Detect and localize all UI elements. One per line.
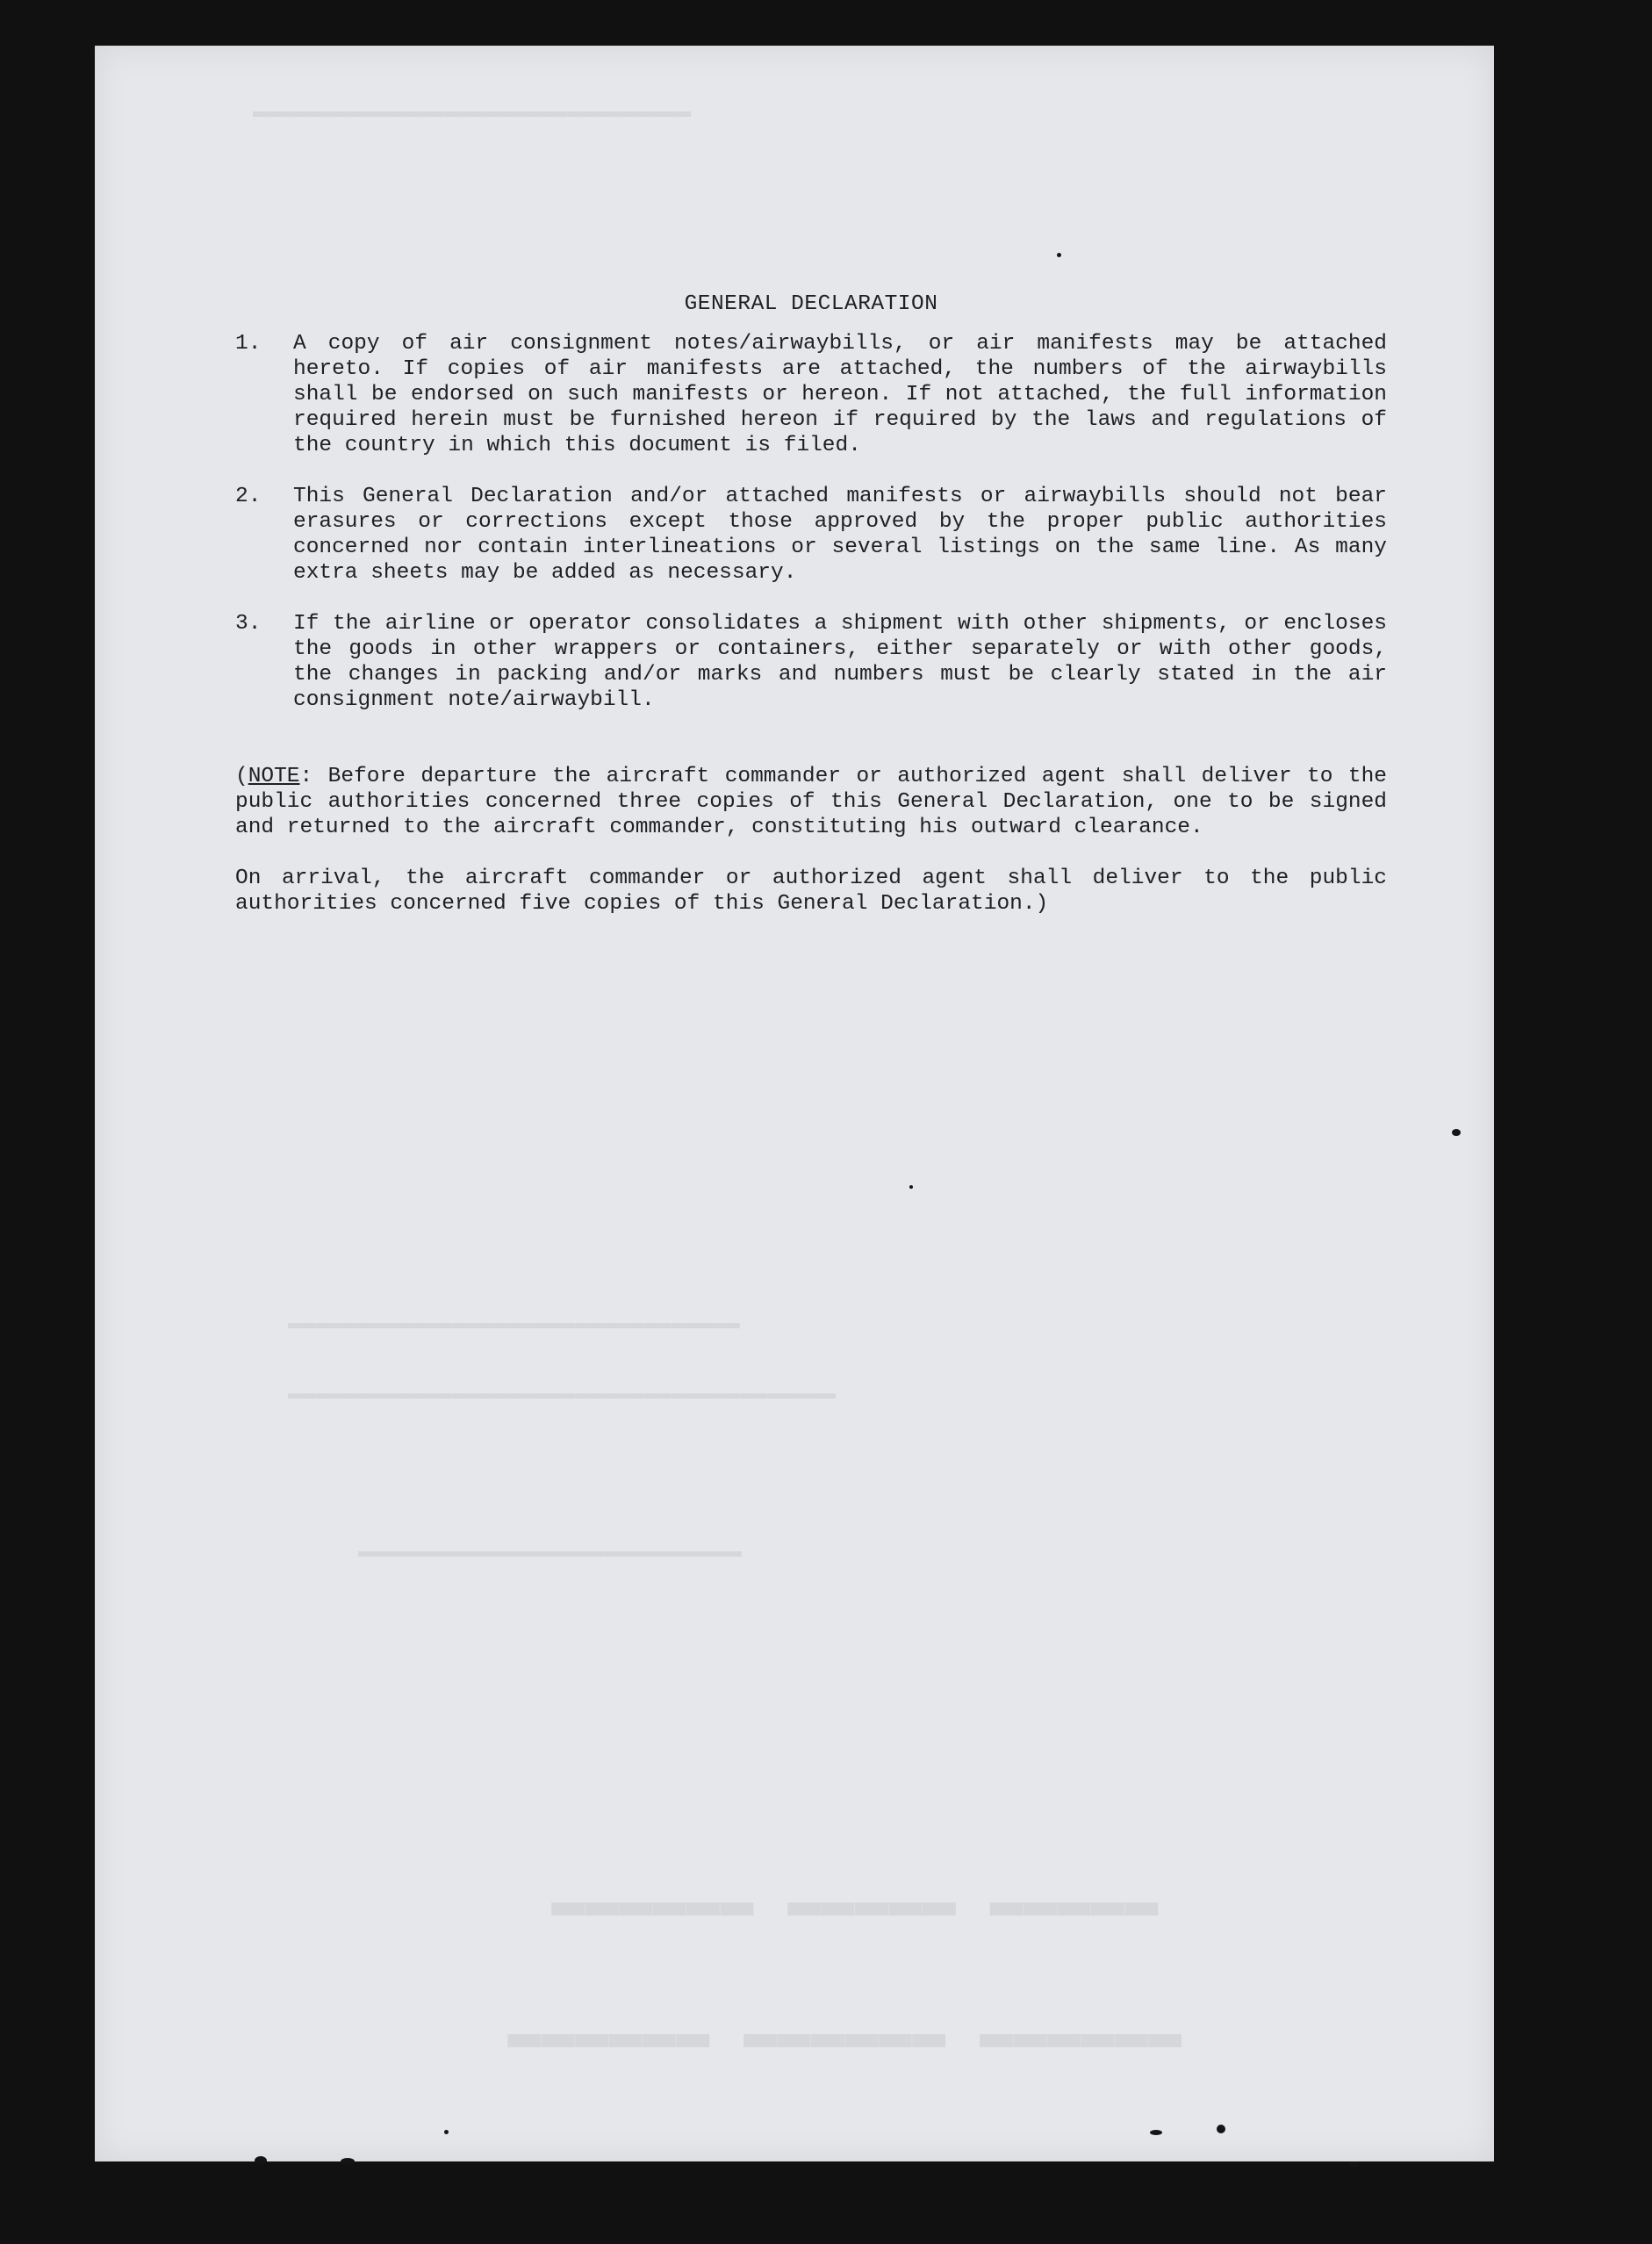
scan-speck (909, 1185, 913, 1189)
scan-speck (1452, 1129, 1461, 1136)
scan-speck (1150, 2130, 1162, 2135)
scan-speck (1217, 2125, 1225, 2133)
scan-speck (1057, 253, 1061, 257)
list-item-text: This General Declaration and/or attached manifests or airwaybills should not bear erasures or corrections except those approved by the proper public authorities concerned nor contain interlineations or several listings on the same line. As many extra sheets may be added as necessary. (293, 485, 1387, 585)
bleed-through-ghost-2: ▬▬▬▬▬▬ ▬▬▬▬▬▬ ▬▬▬▬▬▬ (507, 2003, 1182, 2067)
bleed-through-ghost-6: ▬▬▬▬▬▬▬▬▬▬▬▬▬▬▬▬▬▬▬▬▬▬▬▬▬▬▬▬▬▬▬▬ (253, 98, 692, 125)
scan-speck (341, 2158, 355, 2165)
list-item (235, 331, 1387, 458)
note-open-paren: ( (235, 765, 248, 788)
note-text: Before departure the aircraft commander or authorized agent shall deliver to the public authorities concerned three copies of this General Declaration, one to be signed and returned to the aircraft commander, constituting his outward clearance. (235, 765, 1387, 839)
bleed-through-ghost-4: ▬▬▬▬▬▬▬▬▬▬▬▬▬▬▬▬▬▬▬▬▬▬▬▬▬▬▬▬▬▬▬▬▬▬▬▬▬▬▬▬ (288, 1380, 837, 1406)
bleed-through-ghost-5: ▬▬▬▬▬▬▬▬▬▬▬▬▬▬▬▬▬▬▬▬▬▬▬▬▬▬▬▬ (358, 1538, 742, 1564)
note-paragraph (235, 764, 1387, 840)
arrival-paragraph: On arrival, the aircraft commander or authorized agent shall deliver to the public authorities concerned five copies of this General Declaration.) (235, 867, 1387, 916)
bleed-through-ghost-1: ▬▬▬▬▬ ▬▬▬▬▬ ▬▬▬▬▬▬ (551, 1872, 1159, 1935)
scan-speck (444, 2130, 449, 2134)
scan-speck (1348, 2161, 1359, 2167)
list-item-number: 3. (235, 612, 262, 636)
list-item (235, 611, 1387, 713)
list-item-text: If the airline or operator consolidates a shipment with other shipments, or encloses the goods in other wrappers or containers, either separately or with other goods, the changes in packing and/or marks and numbers must be clearly stated in the air consignment note/airwaybill. (293, 612, 1387, 712)
page-title: GENERAL DECLARATION (684, 292, 938, 316)
note-label: NOTE (248, 765, 300, 788)
general-declaration-document (235, 291, 1387, 917)
scan-speck (255, 2156, 267, 2165)
bleed-through-ghost-3: ▬▬▬▬▬▬▬▬▬▬▬▬▬▬▬▬▬▬▬▬▬▬▬▬▬▬▬▬▬▬▬▬▬ (288, 1310, 740, 1336)
list-item-number: 2. (235, 485, 262, 508)
note-colon: : (299, 765, 313, 788)
list-item (235, 484, 1387, 586)
list-item-text: A copy of air consignment notes/airwaybills, or air manifests may be attached hereto. If copies of air manifests are attached, the numbers of the airwaybills shall be endorsed on such manifests or hereon. If not attached, the full information required herein must be furnished hereon if required by the laws and regulations of the country in which this document is filed. (293, 332, 1387, 457)
list-item-number: 1. (235, 332, 262, 356)
